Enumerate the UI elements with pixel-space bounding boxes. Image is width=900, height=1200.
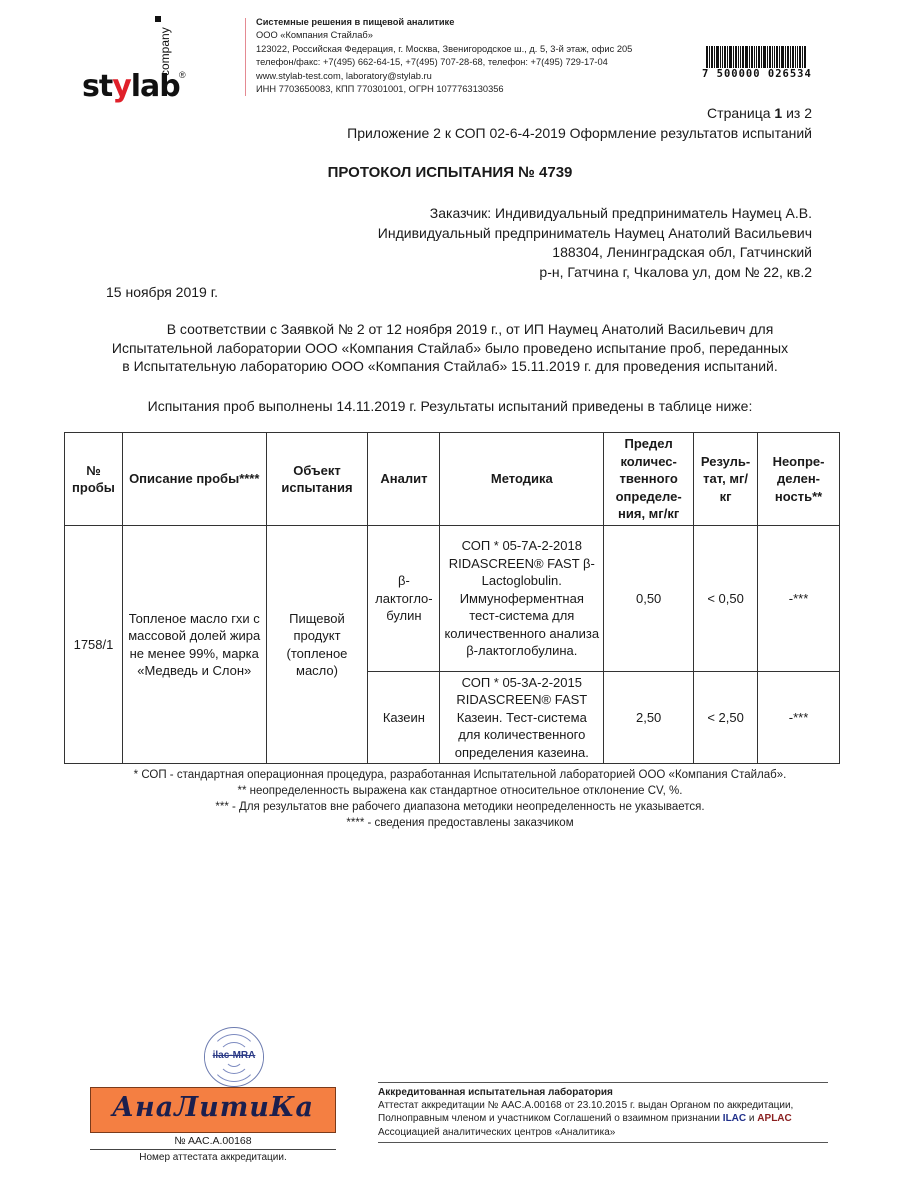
header-divider bbox=[245, 18, 246, 96]
uncertainty: -*** bbox=[758, 672, 840, 764]
divider bbox=[90, 1149, 336, 1150]
registered-icon: ® bbox=[179, 70, 186, 80]
analyte: Казеин bbox=[368, 672, 440, 764]
client-line: 188304, Ленинградская обл, Гатчинский bbox=[552, 244, 812, 260]
footnote: * СОП - стандартная операционная процедура, разработанная Испытательной лабораторией ООО «Компания Стайлаб». bbox=[133, 769, 787, 781]
result: < 0,50 bbox=[694, 526, 758, 672]
header-method: Методика bbox=[440, 433, 604, 526]
header-sample-no: № пробы bbox=[65, 433, 123, 526]
logo-square-icon bbox=[155, 16, 161, 22]
analitika-logo: АнаЛитиКа bbox=[90, 1087, 336, 1133]
ilac-mra-icon: ilac-MRA bbox=[204, 1027, 264, 1087]
uncertainty: -*** bbox=[758, 526, 840, 672]
table-row bbox=[65, 526, 840, 672]
header-result: Резуль-тат, мг/кг bbox=[694, 433, 758, 526]
client-line: р-н, Гатчина г, Чкалова ул, дом № 22, кв.2 bbox=[539, 263, 812, 280]
barcode-number: 7 500000 026534 bbox=[702, 68, 812, 80]
annex-reference: Приложение 2 к СОП 02-6-4-2019 Оформление результатов испытаний bbox=[347, 125, 812, 141]
test-object: Пищевой продукт (топленое масло) bbox=[266, 526, 368, 764]
divider bbox=[378, 1082, 828, 1083]
header-uncertainty: Неопре-делен-ность** bbox=[758, 433, 840, 526]
stylab-logo bbox=[82, 14, 202, 104]
accreditation-info: Аккредитованная испытательная лаборатория Аттестат аккредитации № AAC.A.00168 от 23.10.2015 г. выдан Органом по аккредитации, Полноправным членом и участником Соглашений о взаимном признании ILAC и APLAC Ассоциацией аналитических центров «Аналитика» bbox=[378, 1087, 794, 1138]
client-line: Индивидуальный предприниматель Наумец Анатолий Васильевич bbox=[377, 224, 812, 241]
loq: 0,50 bbox=[604, 526, 694, 672]
company-phones: телефон/факс: +7(495) 662-64-15, +7(495) 707-28-68, телефон: +7(495) 729-17-04 bbox=[256, 57, 608, 68]
client-line: Заказчик: Индивидуальный предприниматель Наумец А.В. bbox=[429, 205, 812, 221]
page-title: ПРОТОКОЛ ИСПЫТАНИЯ № 4739 bbox=[327, 164, 573, 181]
company-address: 123022, Российская Федерация, г. Москва, Звенигородское ш., д. 5, 3-й этаж, офис 205 bbox=[256, 43, 633, 54]
results-table bbox=[64, 432, 840, 764]
footnotes bbox=[60, 767, 860, 831]
company-info bbox=[256, 16, 632, 96]
page-indicator: Страница 1 из 2 bbox=[707, 105, 812, 121]
accreditation-number: № AAC.A.00168 bbox=[174, 1135, 252, 1147]
company-web[interactable]: www.stylab-test.com, laboratory@stylab.ru bbox=[256, 70, 432, 81]
company-name: ООО «Компания Стайлаб» bbox=[256, 30, 373, 41]
header-description: Описание пробы**** bbox=[122, 433, 266, 526]
method: СОП * 05-7А-2-2018 RIDASCREEN® FAST β-Lactoglobulin. Иммуноферментная тест-система для количественного анализа β-лактоглобулина. bbox=[440, 526, 604, 672]
barcode-icon bbox=[706, 46, 832, 68]
logo-wordmark: stylab bbox=[82, 69, 180, 104]
loq: 2,50 bbox=[604, 672, 694, 764]
company-registry: ИНН 7703650083, КПП 770301001, ОГРН 1077763130356 bbox=[256, 84, 504, 95]
table-header-row bbox=[65, 433, 840, 526]
analyte: β-лактогло-булин bbox=[368, 526, 440, 672]
client-block bbox=[378, 204, 812, 282]
header-analyte: Аналит bbox=[368, 433, 440, 526]
protocol-date: 15 ноября 2019 г. bbox=[106, 284, 218, 300]
method: СОП * 05-3А-2-2015 RIDASCREEN® FAST Казеин. Тест-система для количественного определения казеина. bbox=[440, 672, 604, 764]
divider bbox=[378, 1142, 828, 1143]
header-object: Объект испытания bbox=[266, 433, 368, 526]
accreditation-caption: Номер аттестата аккредитации. bbox=[139, 1152, 287, 1163]
sample-number: 1758/1 bbox=[65, 526, 123, 764]
footnote: *** - Для результатов вне рабочего диапазона методики неопределенность не указывается. bbox=[215, 801, 705, 813]
logo-company-text: company bbox=[158, 27, 172, 76]
sample-description: Топленое масло гхи с массовой долей жира не менее 99%, марка «Медведь и Слон» bbox=[122, 526, 266, 764]
footnote: **** - сведения предоставлены заказчиком bbox=[346, 817, 574, 829]
intro-paragraph: В соответствии с Заявкой № 2 от 12 ноября 2019 г., от ИП Наумец Анатолий Васильевич для Испытательной лаборатории ООО «Компания Стайлаб» было проведено испытание проб, переданных в Испытательную лабораторию ООО «Компания Стайлаб» 15.11.2019 г. для проведения испытаний. bbox=[111, 321, 789, 374]
header-loq: Предел количес-твенного определе-ния, мг/кг bbox=[604, 433, 694, 526]
footnote: ** неопределенность выражена как стандартное относительное отклонение CV, %. bbox=[237, 785, 683, 797]
company-tagline: Системные решения в пищевой аналитике bbox=[256, 17, 455, 27]
summary-line: Испытания проб выполнены 14.11.2019 г. Результаты испытаний приведены в таблице ниже: bbox=[147, 398, 753, 414]
result: < 2,50 bbox=[694, 672, 758, 764]
